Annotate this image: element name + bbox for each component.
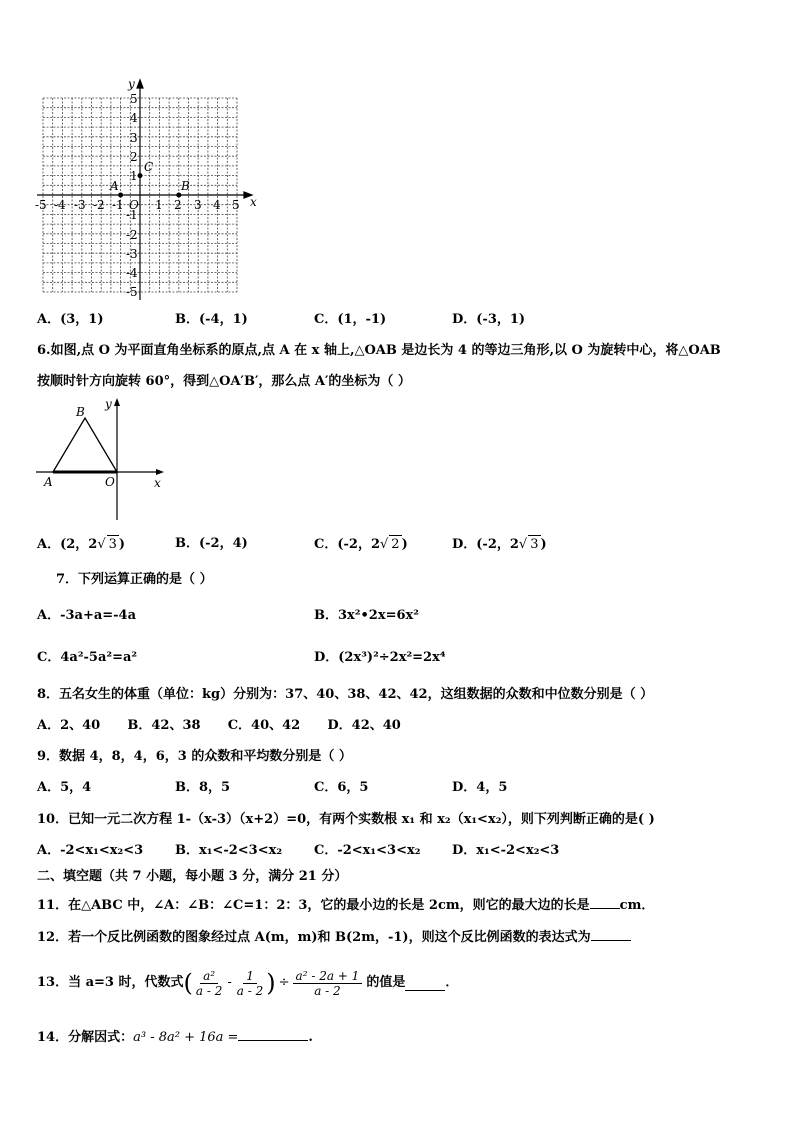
divide-sign: ÷ bbox=[278, 975, 290, 990]
triangle-figure bbox=[36, 396, 168, 520]
q13-suffix: 的值是 bbox=[366, 975, 406, 990]
fraction-3 bbox=[293, 969, 363, 998]
y-axis-label: y bbox=[128, 78, 135, 91]
q6-option-d-radicand: 3 bbox=[530, 537, 539, 552]
x-tick-label: -4 bbox=[54, 198, 66, 212]
x-tick-label: 1 bbox=[155, 198, 163, 212]
x-axis-arrow bbox=[156, 469, 164, 475]
y-tick-label: -1 bbox=[126, 208, 138, 222]
q9-option-c: C．6，5 bbox=[314, 780, 369, 795]
q6-stem-line1: 6.如图,点 O 为平面直角坐标系的原点,点 A 在 x 轴上,△OAB 是边长为 4 的等边三角形,以 O 为旋转中心，将△OAB bbox=[37, 343, 721, 358]
x-tick-label: 5 bbox=[232, 198, 240, 212]
y-tick-label: 1 bbox=[130, 169, 138, 183]
fraction-2-numerator: 1 bbox=[243, 969, 257, 984]
triangle-oab bbox=[53, 418, 117, 472]
y-tick-label: -3 bbox=[126, 247, 138, 261]
q10-option-b: B．x₁<-2<3<x₂ bbox=[175, 843, 283, 858]
q10-option-a: A．-2<x₁<x₂<3 bbox=[37, 843, 144, 858]
q11 bbox=[37, 894, 654, 915]
x-tick-label: -5 bbox=[35, 198, 47, 212]
point-a-label: A bbox=[110, 179, 119, 193]
sqrt-sign: √ bbox=[379, 537, 389, 552]
q9-option-b: B．8，5 bbox=[175, 780, 231, 795]
q9-option-d: D．4，5 bbox=[452, 780, 508, 795]
fraction-1-denominator: a - 2 bbox=[195, 983, 223, 998]
q6-option-d-suffix: ) bbox=[540, 537, 547, 552]
q6-option-c-radicand: 2 bbox=[391, 537, 400, 552]
q14-expression: a³ - 8a² + 16a = bbox=[133, 1030, 239, 1045]
point-c-label: C bbox=[144, 160, 154, 174]
minus-sign: - bbox=[227, 975, 232, 990]
q6-option-a-radicand: 3 bbox=[108, 537, 117, 552]
fraction-2 bbox=[234, 969, 266, 998]
y-tick-label: 4 bbox=[130, 111, 138, 125]
q12-text: 12．若一个反比例函数的图象经过点 A(m，m)和 B(2m，-1)，则这个反比例函数的表达式为 bbox=[37, 930, 591, 945]
q11-text: 11．在△ABC 中，∠A：∠B：∠C=1：2：3，它的最小边的长是 2cm，则它的最大边的长是 bbox=[37, 898, 590, 913]
answer-blank[interactable] bbox=[405, 976, 445, 991]
section-heading: 二、填空题（共 7 小题，每小题 3 分，满分 21 分） bbox=[37, 869, 348, 884]
q10-stem: 10．已知一元二次方程 1-（x-3）（x+2）=0，有两个实数根 x₁ 和 x₂（x₁<x₂），则下列判断正确的是( ) bbox=[37, 812, 655, 827]
x-axis-label: x bbox=[250, 195, 257, 209]
q9-option-a: A．5，4 bbox=[37, 780, 92, 795]
origin-label: O bbox=[105, 475, 115, 489]
q6-option-a bbox=[37, 535, 125, 554]
x-tick-label: 3 bbox=[194, 198, 202, 212]
q11-unit: cm． bbox=[619, 898, 655, 913]
x-tick-label: 4 bbox=[213, 198, 221, 212]
q14-end: . bbox=[308, 1030, 313, 1045]
y-axis-arrow bbox=[114, 398, 120, 406]
sqrt-sign: √ bbox=[518, 537, 528, 552]
q7-option-a: A．-3a+a=-4a bbox=[37, 608, 137, 623]
q6-option-c-prefix: C．(-2，2 bbox=[314, 537, 380, 552]
x-tick-label: -2 bbox=[93, 198, 105, 212]
coordinate-grid-figure bbox=[34, 78, 266, 302]
y-tick-label: -5 bbox=[126, 285, 138, 299]
q9-stem: 9．数据 4，8，4，6，3 的众数和平均数分别是（ ） bbox=[37, 749, 352, 764]
q5-option-c: C．(1，-1) bbox=[314, 312, 387, 327]
q6-option-b: B．(-2，4) bbox=[175, 536, 248, 551]
q8-options: A．2、40 B．42、38 C．40、42 D．42、40 bbox=[37, 718, 401, 733]
y-tick-label: -2 bbox=[126, 228, 138, 242]
q6-option-c-suffix: ) bbox=[401, 537, 408, 552]
y-tick-label: -4 bbox=[126, 266, 138, 280]
y-tick-label: 3 bbox=[130, 131, 138, 145]
sqrt-sign: √ bbox=[97, 537, 106, 552]
q6-option-a-prefix: A．(2，2 bbox=[37, 537, 98, 552]
fraction-1-numerator: a² bbox=[200, 969, 218, 984]
fraction-1 bbox=[193, 969, 225, 998]
q7-option-c: C．4a²-5a²=a² bbox=[37, 650, 138, 665]
fraction-3-denominator: a - 2 bbox=[314, 983, 341, 998]
grid-axes bbox=[37, 80, 252, 300]
q6-stem-line2: 按顺时针方向旋转 60°，得到△OA′B′，那么点 A′的坐标为（ ） bbox=[37, 374, 411, 389]
answer-blank[interactable] bbox=[591, 926, 631, 941]
q10-option-d: D．x₁<-2<x₂<3 bbox=[452, 843, 560, 858]
x-tick-label: 2 bbox=[174, 198, 182, 212]
point-c-dot bbox=[138, 173, 143, 178]
vertex-b-label: B bbox=[76, 405, 85, 419]
q13-end: ． bbox=[445, 975, 459, 990]
q7-stem: 7．下列运算正确的是（ ） bbox=[56, 572, 213, 587]
paren-open: ( bbox=[183, 969, 193, 997]
q13-prefix: 13．当 a=3 时，代数式 bbox=[37, 975, 184, 990]
answer-blank[interactable] bbox=[590, 894, 620, 909]
q5-option-b: B．(-4，1) bbox=[175, 312, 248, 327]
vertex-a-label: A bbox=[44, 475, 53, 489]
y-tick-label: 5 bbox=[130, 92, 138, 106]
y-tick-label: 2 bbox=[130, 150, 138, 164]
y-axis-label: y bbox=[105, 397, 112, 411]
paren-close: ) bbox=[266, 969, 276, 997]
q5-option-d: D．(-3，1) bbox=[452, 312, 526, 327]
q14 bbox=[37, 1026, 313, 1047]
point-a-dot bbox=[118, 193, 123, 198]
q7-option-d: D．(2x³)²÷2x²=2x⁴ bbox=[314, 650, 446, 665]
fraction-2-denominator: a - 2 bbox=[236, 983, 264, 998]
q14-prefix: 14．分解因式： bbox=[37, 1030, 134, 1045]
q12 bbox=[37, 926, 631, 947]
q6-option-c bbox=[314, 535, 408, 554]
x-tick-label: -3 bbox=[74, 198, 86, 212]
q7-option-b: B．3x²•2x=6x² bbox=[314, 608, 419, 623]
q6-option-a-suffix: ) bbox=[118, 537, 126, 552]
q5-option-a: A．(3，1) bbox=[37, 312, 104, 327]
x-tick-label: -1 bbox=[112, 198, 124, 212]
q13 bbox=[37, 961, 458, 1005]
q10-option-c: C．-2<x₁<3<x₂ bbox=[314, 843, 421, 858]
point-b-dot bbox=[176, 193, 181, 198]
fraction-3-numerator: a² - 2a + 1 bbox=[293, 969, 363, 984]
origin-label: O bbox=[129, 198, 139, 212]
point-b-label: B bbox=[181, 179, 190, 193]
q6-option-d bbox=[452, 535, 547, 554]
q8-stem: 8．五名女生的体重（单位：kg）分别为：37、40、38、42、42，这组数据的众数和中位数分别是（ ） bbox=[37, 687, 654, 702]
answer-blank[interactable] bbox=[238, 1026, 308, 1041]
x-axis-label: x bbox=[154, 476, 161, 490]
q6-option-d-prefix: D．(-2，2 bbox=[452, 537, 519, 552]
